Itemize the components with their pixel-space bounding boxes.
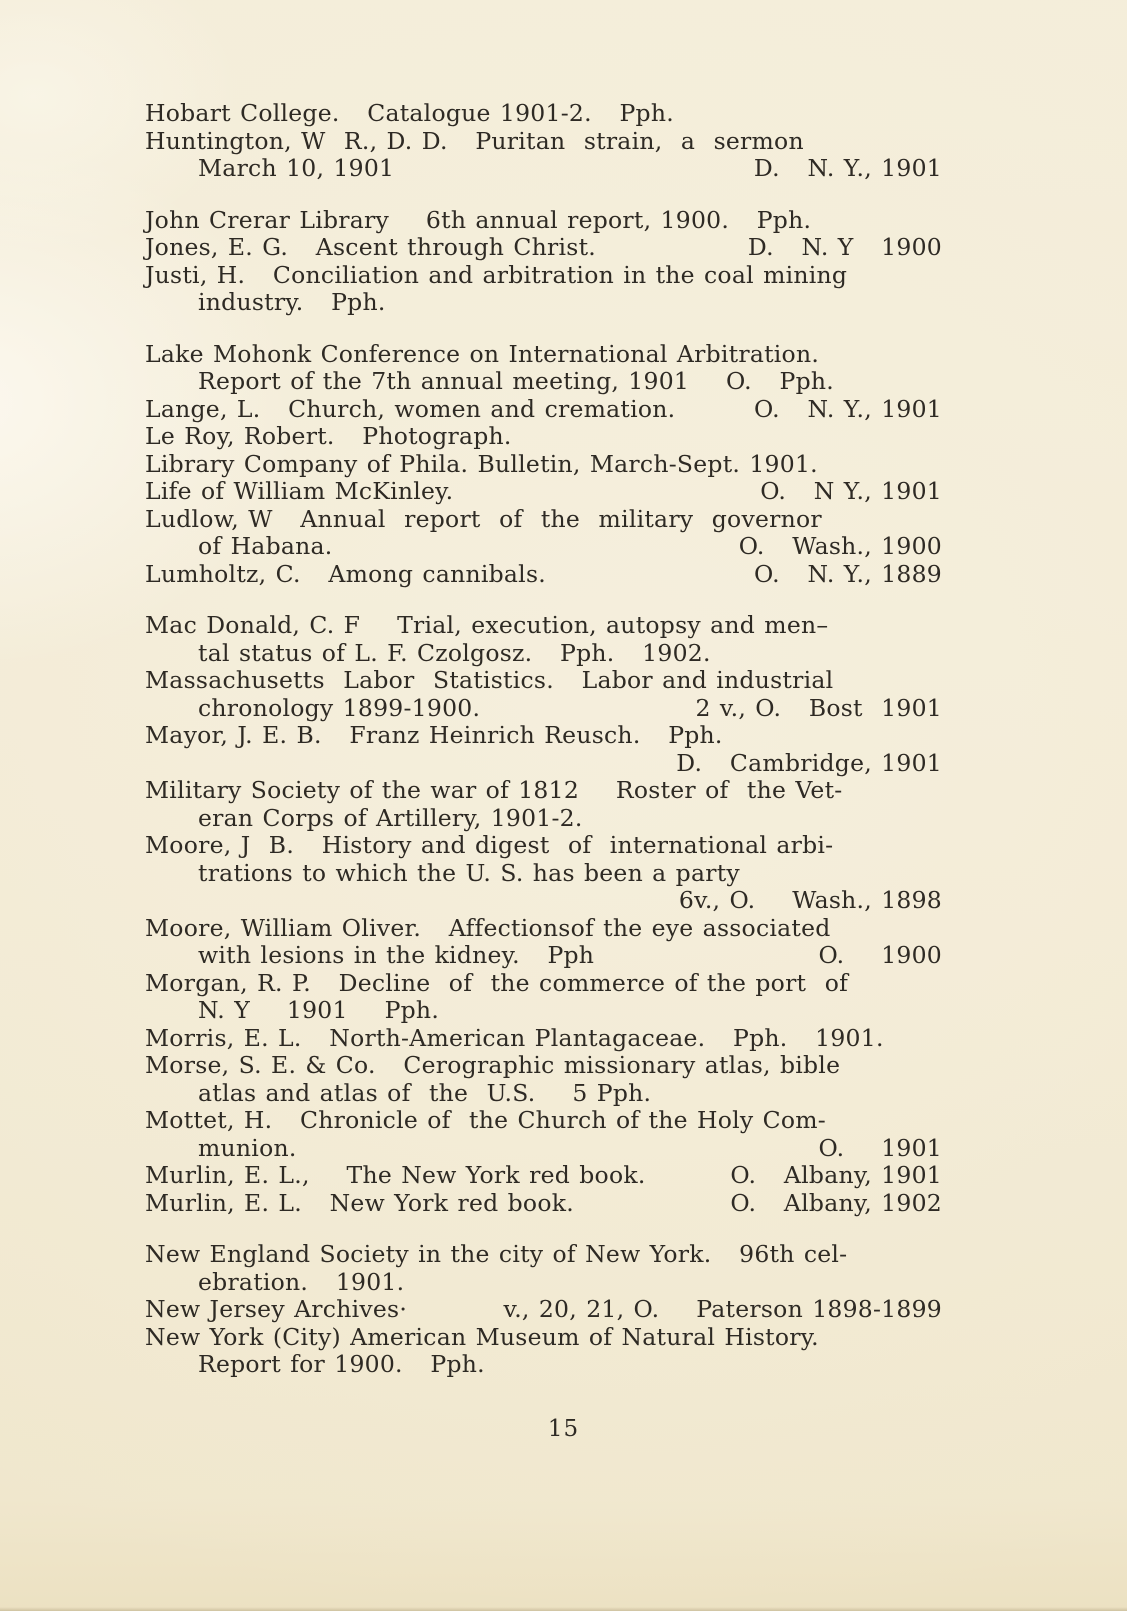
entry-section	[145, 207, 942, 317]
entry-imprint: D. N. Y., 1901	[753, 154, 942, 182]
entry-text: Mac Donald, C. F Trial, execution, autopsy and men–	[145, 611, 829, 639]
entry-line	[145, 942, 942, 970]
entry-text: Ludlow, W Annual report of the military governor	[145, 504, 822, 533]
entry-line	[145, 506, 942, 534]
entry-line	[145, 289, 942, 317]
entry-line	[145, 423, 942, 451]
entry-line	[145, 722, 942, 750]
entry-text: Morris, E. L. North-American Plantagaceae. Pph. 1901.	[145, 1023, 884, 1052]
entry-text: Murlin, E. L., The New York red book.	[145, 1161, 646, 1189]
entry-text: trations to which the U. S. has been a party	[198, 858, 740, 887]
entry-text: eran Corps of Artillery, 1901-2.	[198, 803, 583, 832]
entry-imprint: O. N. Y., 1901	[754, 394, 942, 423]
entry-text: New England Society in the city of New York. 96th cel-	[145, 1240, 848, 1268]
entry-line	[145, 100, 942, 128]
entry-imprint: O. 1900	[818, 941, 942, 969]
entry-imprint: O. Albany, 1901	[730, 1161, 942, 1189]
entry-text: New York (City) American Museum of Natural History.	[145, 1322, 819, 1351]
entry-text: munion.	[198, 1133, 297, 1162]
entry-text: Lake Mohonk Conference on International Arbitration.	[145, 339, 820, 368]
entry-text: N. Y 1901 Pph.	[198, 996, 440, 1024]
entry-imprint: O. N Y., 1901	[760, 477, 942, 505]
entry-text: Lumholtz, C. Among cannibals.	[145, 559, 546, 588]
entry-text: Massachusetts Labor Statistics. Labor and industrial	[145, 666, 834, 694]
entry-text: chronology 1899-1900.	[198, 693, 481, 722]
entry-line	[145, 695, 942, 723]
entry-line	[145, 533, 942, 561]
catalog-content	[145, 100, 942, 1379]
entry-section	[145, 1241, 942, 1379]
entry-line	[145, 860, 942, 888]
entry-text: tal status of L. F. Czolgosz. Pph. 1902.	[198, 638, 711, 667]
entry-imprint: O. 1901	[818, 1133, 942, 1162]
entry-text: Lange, L. Church, women and cremation.	[145, 394, 676, 423]
entry-text: Hobart College. Catalogue 1901-2. Pph.	[145, 99, 674, 127]
entry-line	[145, 667, 942, 695]
entry-line	[145, 1241, 942, 1269]
entry-text: Jones, E. G. Ascent through Christ.	[145, 233, 597, 261]
entry-imprint: D. Cambridge, 1901	[676, 748, 942, 777]
entry-text: Le Roy, Robert. Photograph.	[145, 422, 512, 450]
entry-line	[145, 262, 942, 290]
entry-line	[145, 128, 942, 156]
entry-line	[145, 1080, 942, 1108]
entry-section	[145, 612, 942, 1217]
entry-text: Murlin, E. L. New York red book.	[145, 1188, 574, 1217]
entry-imprint: O. Wash., 1900	[738, 532, 942, 560]
entry-line	[145, 451, 942, 479]
entry-text: industry. Pph.	[198, 288, 386, 316]
entry-text: Mottet, H. Chronicle of the Church of the Holy Com-	[145, 1106, 826, 1134]
entry-section	[145, 341, 942, 589]
entry-text: Military Society of the war of 1812 Roster of the Vet-	[145, 776, 843, 804]
entry-line	[145, 1190, 942, 1218]
entry-line	[145, 1162, 942, 1190]
entry-imprint: O. N. Y., 1889	[754, 559, 942, 588]
entry-line	[145, 1296, 942, 1324]
entry-text: Report of the 7th annual meeting, 1901 O. Pph.	[198, 367, 834, 395]
page-number: 15	[547, 1416, 580, 1442]
entry-text: Moore, J B. History and digest of international arbi-	[145, 831, 834, 859]
entry-text: Report for 1900. Pph.	[198, 1350, 485, 1378]
entry-line	[145, 234, 942, 262]
entry-line	[145, 750, 942, 778]
entry-line	[145, 478, 942, 506]
entry-text: Mayor, J. E. B. Franz Heinrich Reusch. Pph.	[145, 721, 723, 749]
entry-line	[145, 887, 942, 915]
entry-text: Justi, H. Conciliation and arbitration in the coal mining	[145, 260, 848, 289]
entry-line	[145, 155, 942, 183]
entry-line	[145, 1269, 942, 1297]
entry-line	[145, 970, 942, 998]
entry-line	[145, 777, 942, 805]
entry-line	[145, 561, 942, 589]
entry-line	[145, 997, 942, 1025]
entry-text: of Habana.	[198, 532, 333, 560]
entry-imprint: v., 20, 21, O. Paterson 1898-1899	[503, 1295, 942, 1323]
entry-text: Moore, William Oliver. Affectionsof the eye associated	[145, 913, 831, 942]
entry-text: Huntington, W R., D. D. Puritan strain, a sermon	[145, 126, 804, 155]
entry-text: Morgan, R. P. Decline of the commerce of the port of	[145, 968, 849, 997]
entry-text: ebration. 1901.	[198, 1267, 405, 1296]
entry-text: March 10, 1901	[198, 154, 395, 182]
entry-line	[145, 341, 942, 369]
entry-line	[145, 805, 942, 833]
entry-line	[145, 368, 942, 396]
entry-imprint: 6v., O. Wash., 1898	[678, 886, 942, 914]
entry-imprint: D. N. Y 1900	[747, 233, 942, 261]
entry-line	[145, 396, 942, 424]
entry-text: Life of William McKinley.	[145, 477, 454, 505]
entry-line	[145, 915, 942, 943]
entry-text: atlas and atlas of the U.S. 5 Pph.	[198, 1078, 652, 1107]
entry-line	[145, 207, 942, 235]
entry-text: New Jersey Archives·	[145, 1295, 408, 1323]
entry-line	[145, 1025, 942, 1053]
entry-text: John Crerar Library 6th annual report, 1900. Pph.	[145, 205, 812, 234]
entry-line	[145, 1135, 942, 1163]
entry-text: Morse, S. E. & Co. Cerographic missionary atlas, bible	[145, 1051, 841, 1079]
entry-line	[145, 1107, 942, 1135]
entry-section	[145, 100, 942, 183]
entry-imprint: 2 v., O. Bost 1901	[695, 693, 942, 722]
entry-line	[145, 1324, 942, 1352]
entry-text: Library Company of Phila. Bulletin, March-Sept. 1901.	[145, 449, 818, 478]
entry-line	[145, 832, 942, 860]
entry-line	[145, 612, 942, 640]
entry-imprint: O. Albany, 1902	[730, 1188, 942, 1217]
entry-line	[145, 1052, 942, 1080]
entry-text: with lesions in the kidney. Pph	[198, 941, 595, 969]
entry-line	[145, 1351, 942, 1379]
entry-line	[145, 640, 942, 668]
